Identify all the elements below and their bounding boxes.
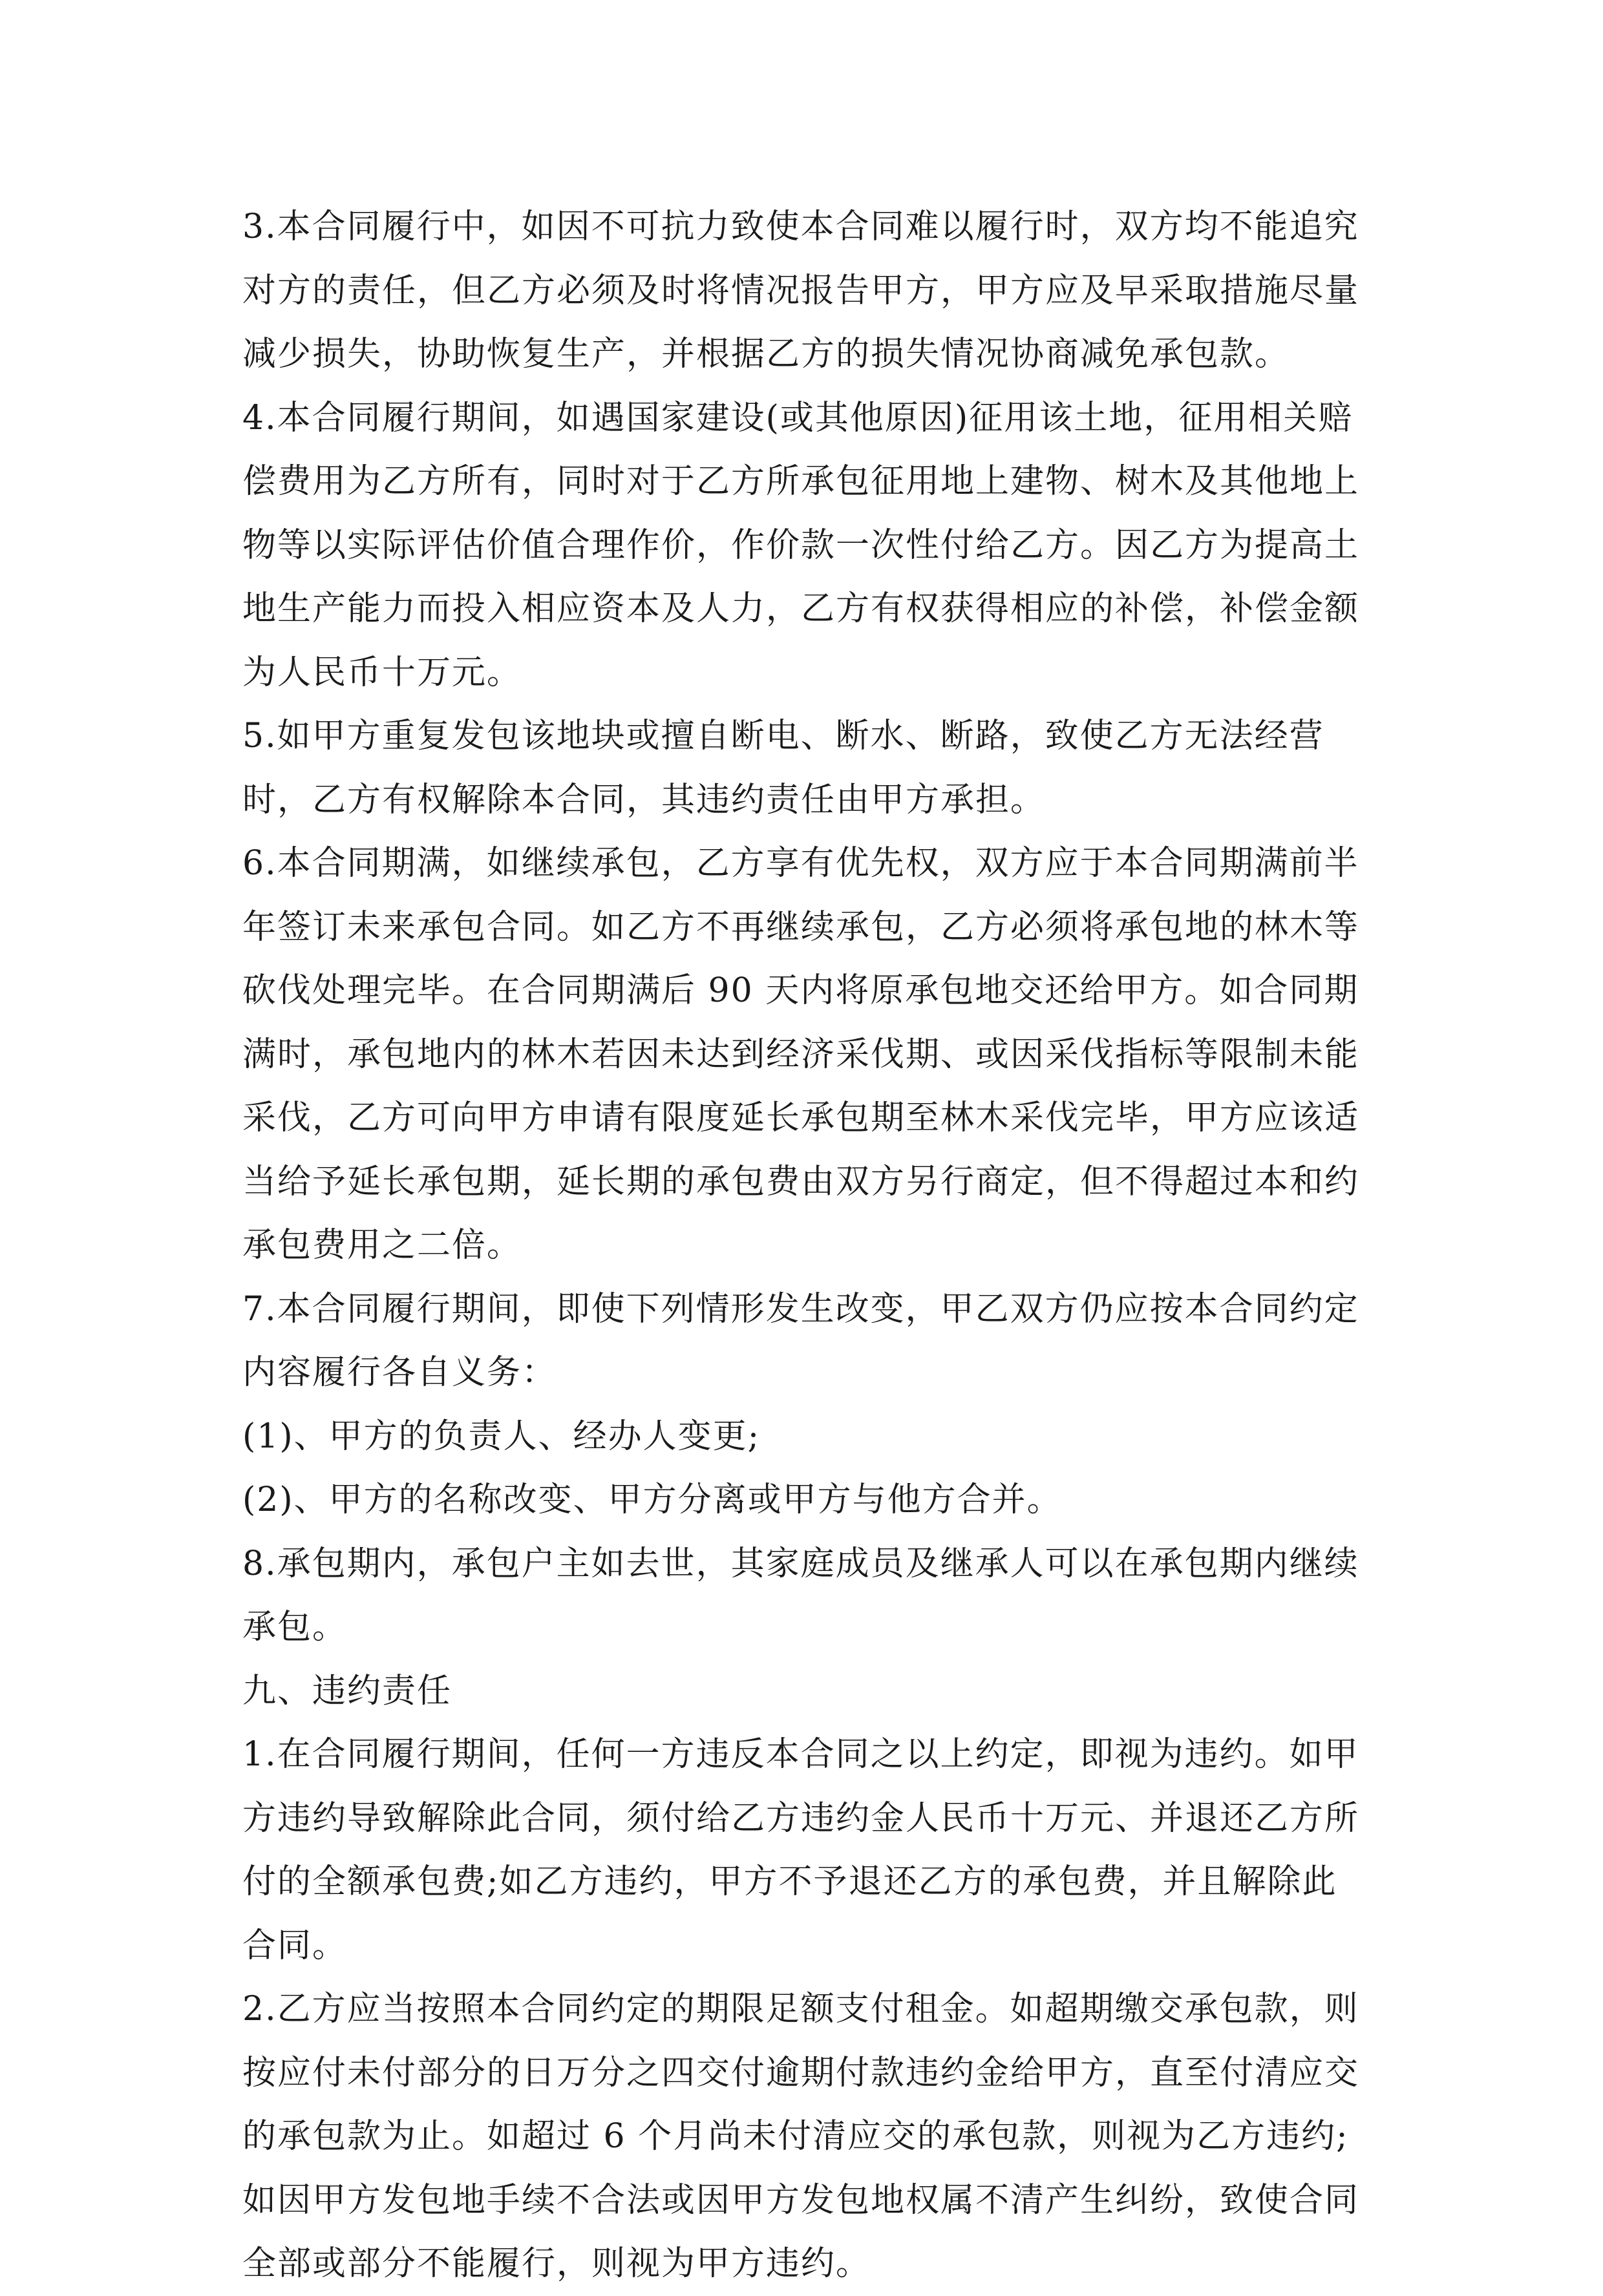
section-heading-breach: 九、违约责任: [242, 1671, 452, 1711]
clause-item-1: (1)、甲方的负责人、经办人变更;: [242, 1417, 761, 1456]
clause-item-2: (2)、甲方的名称改变、甲方分离或甲方与他方合并。: [242, 1480, 1062, 1519]
clause-obligations-unchanged: 7.本合同履行期间，即使下列情形发生改变，甲乙双方仍应按本合同约定内容履行各自义务：: [242, 1289, 1359, 1392]
clause-contract-expiry: 6.本合同期满，如继续承包，乙方享有优先权，双方应于本合同期满前半年签订未来承包合同。如乙方不再继续承包，乙方必须将承包地的林木等砍伐处理完毕。在合同期满后 90 天内将原承包地交还给甲方。如合同期满时，承包地内的林木若因未达到经济采伐期、或因采伐指标等限制未能采伐，乙方可向甲方申请有限度延长承包期至林木采伐完毕，甲方应该适当给予延长承包期，延长期的承包费由双方另行商定，但不得超过本和约承包费用之二倍。: [242, 844, 1360, 1265]
clause-land-requisition: 4.本合同履行期间，如遇国家建设(或其他原因)征用该土地，征用相关赔偿费用为乙方所有，同时对于乙方所承包征用地上建物、树木及其他地上物等以实际评估价值合理作价，作价款一次性付给乙方。因乙方为提高土地生产能力而投入相应资本及人力，乙方有权获得相应的补偿，补偿金额为人民币十万元。: [242, 398, 1360, 692]
clause-breach-general: 1.在合同履行期间，任何一方违反本合同之以上约定，即视为违约。如甲方违约导致解除此合同，须付给乙方违约金人民币十万元、并退还乙方所付的全额承包费;如乙方违约，甲方不予退还乙方的承包费，并且解除此合同。: [242, 1735, 1360, 1965]
clause-breach-payment: 2.乙方应当按照本合同约定的期限足额支付租金。如超期缴交承包款，则按应付未付部分的日万分之四交付逾期付款违约金给甲方，直至付清应交的承包款为止。如超过 6 个月尚未付清应交的承包款，则视为乙方违约;如因甲方发包地手续不合法或因甲方发包地权属不清产生纠纷，致使合同全部或部分不能履行，则视为甲方违约。: [242, 1990, 1360, 2283]
clause-repeat-contracting: 5.如甲方重复发包该地块或擅自断电、断水、断路，致使乙方无法经营时，乙方有权解除本合同，其违约责任由甲方承担。: [242, 717, 1324, 819]
clause-force-majeure: 3.本合同履行中，如因不可抗力致使本合同难以履行时，双方均不能追究对方的责任，但乙方必须及时将情况报告甲方，甲方应及早采取措施尽量减少损失，协助恢复生产，并根据乙方的损失情况协商减免承包款。: [242, 207, 1360, 374]
clause-inheritance: 8.承包期内，承包户主如去世，其家庭成员及继承人可以在承包期内继续承包。: [242, 1544, 1359, 1647]
contract-body: [242, 195, 1367, 2296]
